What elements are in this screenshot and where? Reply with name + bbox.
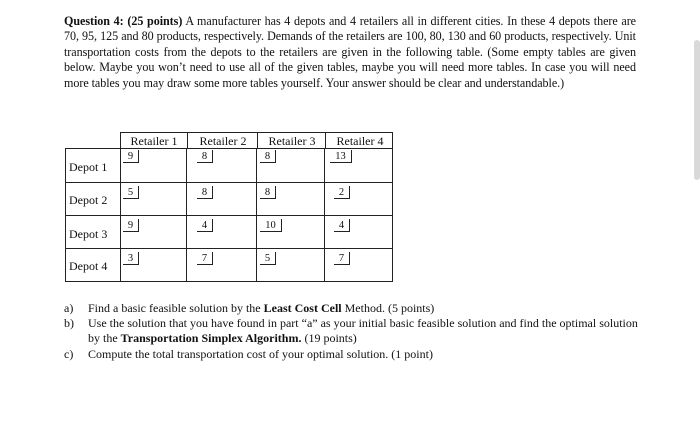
cost-cell: 9 — [123, 150, 139, 163]
cost-cell: 2 — [334, 186, 350, 199]
part-a-points: Method. (5 points) — [341, 301, 435, 315]
grid-line — [66, 215, 392, 216]
part-b-text: Use the solution that you have found in part “a” as your initial basic feasible solution and find the optimal solution by the — [88, 316, 638, 346]
cost-cell: 4 — [197, 219, 213, 232]
part-c — [64, 347, 644, 362]
question-heading: Question 4: (25 points) — [64, 14, 183, 28]
cost-cell: 5 — [123, 186, 139, 199]
part-b-method: Transportation Simplex Algorithm. — [120, 331, 302, 346]
vertical-scrollbar[interactable] — [694, 40, 700, 180]
depot-label: Depot 2 — [69, 193, 108, 207]
cost-cell: 10 — [260, 219, 282, 232]
cost-cell: 3 — [123, 252, 139, 265]
part-a — [64, 301, 644, 316]
grid-line — [66, 182, 392, 183]
depot-label: Depot 4 — [69, 259, 108, 273]
table-header-row — [120, 132, 393, 148]
part-b-points: (19 points) — [301, 331, 357, 346]
part-a-label: a) — [64, 301, 74, 315]
part-a-method: Least Cost Cell — [263, 301, 342, 315]
part-b-label: b) — [64, 316, 74, 331]
cost-cell: 8 — [260, 150, 276, 163]
part-b — [64, 316, 644, 346]
part-c-label: c) — [64, 346, 74, 361]
cost-cell: 7 — [334, 252, 350, 265]
cost-cell: 4 — [334, 219, 350, 232]
cost-cell: 13 — [330, 150, 352, 163]
header-retailer-1: Retailer 1 — [130, 134, 178, 148]
depot-label: Depot 1 — [69, 160, 108, 174]
cost-cell: 8 — [260, 186, 276, 199]
part-c-text: Compute the total transportation cost of your optimal solution. (1 point) — [88, 346, 433, 361]
cost-cell: 9 — [123, 219, 139, 232]
cost-cell: 8 — [197, 150, 213, 163]
question-text — [64, 14, 636, 91]
cost-cell: 8 — [197, 186, 213, 199]
question-parts — [64, 301, 644, 362]
header-retailer-2: Retailer 2 — [187, 133, 258, 149]
cost-table — [65, 132, 393, 282]
cost-cell: 5 — [260, 252, 276, 265]
header-retailer-3: Retailer 3 — [257, 133, 326, 149]
cost-cell: 7 — [197, 252, 213, 265]
depot-label: Depot 3 — [69, 227, 108, 241]
part-a-text: Find a basic feasible solution by the — [88, 301, 264, 315]
table-grid — [65, 148, 393, 282]
question-body: A manufacturer has 4 depots and 4 retailers all in different cities. In these 4 depots there are 70, 95, 125 and 80 products, respectively. Demands of the retailers are 100, 80, 130 and 60 products, respectively. Unit transportation costs from the depots to the retailers are given in the following table. (Some empty tables are given below. Maybe you won’t need to use all of the given tables, maybe you will need more tables. In case you will need more tables you may draw some more tables yourself. Your answer should be clear and understandable.) — [64, 14, 636, 90]
header-retailer-4: Retailer 4 — [325, 133, 394, 149]
grid-line — [66, 248, 392, 249]
